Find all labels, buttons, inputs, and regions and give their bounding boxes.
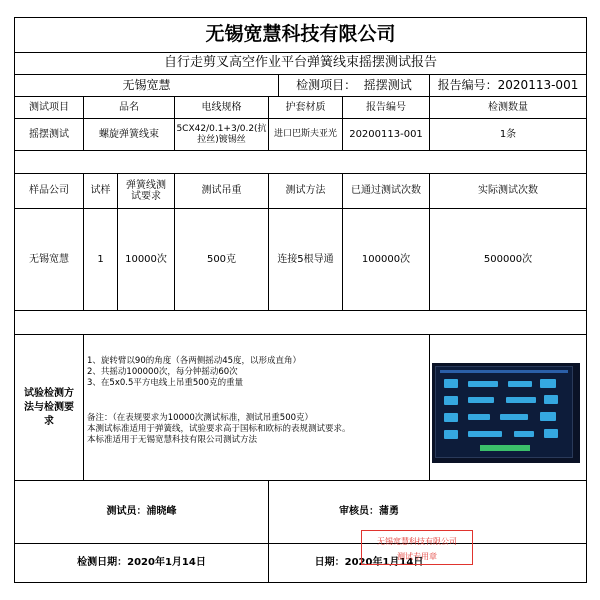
table-cell: 进口巴斯夫亚光 — [273, 129, 337, 140]
info-company: 无锡宽慧 — [122, 77, 171, 92]
header-cell: 品名 — [119, 101, 139, 113]
note-line: 备注：（在表规要求为10000次测试标准，测试吊重500克） — [87, 413, 314, 423]
method-label: 试验检测方法与检测要求 — [24, 387, 74, 427]
table-cell: 10000次 — [125, 253, 167, 265]
table-cell: 20200113-001 — [349, 128, 423, 140]
table-cell: 螺旋弹簧线束 — [99, 128, 159, 140]
header-cell: 弹簧线测试要求 — [126, 179, 166, 202]
header-cell: 护套材质 — [285, 101, 326, 113]
table-cell: 5CX42/0.1+3/0.2(抗拉丝)镀锡丝 — [176, 124, 267, 145]
screen-display — [435, 366, 573, 458]
table-cell: 1 — [97, 253, 104, 265]
company-title: 无锡宽慧科技有限公司 — [205, 23, 396, 46]
method-text — [87, 356, 429, 446]
header-cell: 测试吊重 — [201, 185, 242, 197]
method-line: 3、在5x0.5平方电线上吊重500克的重量 — [87, 378, 244, 388]
report-title: 自行走剪叉高空作业平台弹簧线束摇摆测试报告 — [163, 55, 437, 71]
table-cell: 连接5根导通 — [277, 253, 334, 265]
header-cell: 实际测试次数 — [478, 185, 538, 197]
stamp-line-2: 测试专用章 — [397, 552, 437, 561]
test-machine-screen-photo — [432, 363, 580, 463]
header-cell: 测试项目 — [29, 101, 69, 113]
header-cell: 样品公司 — [29, 185, 69, 197]
note-line: 本标准适用于无锡宽慧科技有限公司测试方法 — [87, 435, 258, 445]
tester-signature: 测试员：浦晓峰 — [106, 506, 177, 518]
table-cell: 摇摆测试 — [29, 128, 69, 140]
table-cell: 500000次 — [483, 253, 533, 265]
reviewer-signature: 审核员：蒲勇 — [339, 506, 399, 518]
header-cell: 已通过测试次数 — [351, 185, 421, 197]
header-cell: 试样 — [90, 185, 111, 197]
header-cell: 报告编号 — [366, 101, 406, 113]
table-cell: 无锡宽慧 — [29, 253, 69, 265]
table-cell: 100000次 — [361, 253, 411, 265]
header-cell: 电线规格 — [201, 101, 242, 113]
stamp-line-1: 无锡宽慧科技有限公司 — [377, 537, 457, 546]
header-cell: 测试方法 — [285, 185, 326, 197]
info-report-number: 报告编号：2020113-001 — [437, 77, 579, 92]
note-line: 本测试标准适用于弹簧线，试验要求高于国标和欧标的表规测试要求。 — [87, 424, 351, 434]
method-line: 2、共摇动100000次，每分钟摇动60次 — [87, 367, 238, 377]
sign-date: 日期：2020年1月14日 — [314, 557, 424, 569]
method-line: 1、旋转臂以90的角度（各两侧摇动45度，以形成直角） — [87, 356, 302, 366]
official-stamp — [361, 530, 473, 565]
test-date: 检测日期：2020年1月14日 — [77, 557, 206, 569]
info-test-item: 检测项目： 摇摆测试 — [296, 77, 412, 92]
header-cell: 检测数量 — [488, 101, 528, 113]
table-cell: 1条 — [499, 128, 517, 140]
table-cell: 500克 — [206, 253, 237, 265]
